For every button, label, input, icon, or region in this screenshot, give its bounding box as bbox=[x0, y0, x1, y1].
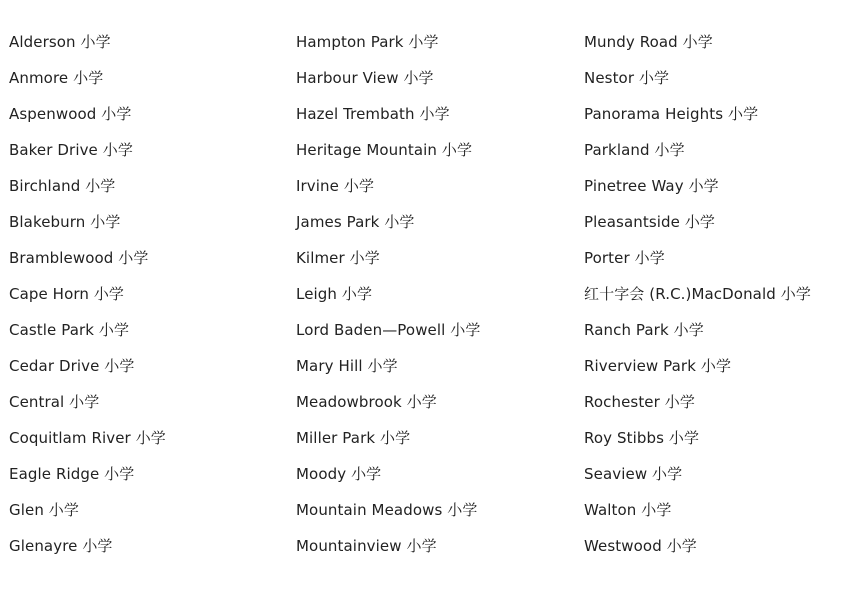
school-column-2 bbox=[296, 30, 566, 570]
school-column-1 bbox=[9, 30, 279, 570]
school-name: Cedar Drive 小学 bbox=[9, 357, 135, 375]
school-name: Panorama Heights 小学 bbox=[584, 105, 759, 123]
school-name: Seaview 小学 bbox=[584, 465, 683, 483]
school-name: Riverview Park 小学 bbox=[584, 357, 732, 375]
school-name: Mountainview 小学 bbox=[296, 537, 437, 555]
school-name: Bramblewood 小学 bbox=[9, 249, 149, 267]
school-name: Mountain Meadows 小学 bbox=[296, 501, 478, 519]
school-name: Walton 小学 bbox=[584, 501, 672, 519]
school-name: Glenayre 小学 bbox=[9, 537, 113, 555]
school-name: Central 小学 bbox=[9, 393, 100, 411]
school-name: Anmore 小学 bbox=[9, 69, 104, 87]
school-name: Ranch Park 小学 bbox=[584, 321, 704, 339]
school-name: Meadowbrook 小学 bbox=[296, 393, 437, 411]
school-name: Parkland 小学 bbox=[584, 141, 685, 159]
school-name: Porter 小学 bbox=[584, 249, 665, 267]
school-name: Moody 小学 bbox=[296, 465, 382, 483]
school-name: Pleasantside 小学 bbox=[584, 213, 716, 231]
school-name: Heritage Mountain 小学 bbox=[296, 141, 473, 159]
school-name: Irvine 小学 bbox=[296, 177, 375, 195]
school-name: Coquitlam River 小学 bbox=[9, 429, 166, 447]
school-name: Roy Stibbs 小学 bbox=[584, 429, 700, 447]
school-name: Hazel Trembath 小学 bbox=[296, 105, 450, 123]
school-name: Lord Baden—Powell 小学 bbox=[296, 321, 481, 339]
school-name: Alderson 小学 bbox=[9, 33, 111, 51]
school-name: Baker Drive 小学 bbox=[9, 141, 133, 159]
school-name: Eagle Ridge 小学 bbox=[9, 465, 135, 483]
school-name: Rochester 小学 bbox=[584, 393, 695, 411]
school-name: Castle Park 小学 bbox=[9, 321, 130, 339]
school-name: Westwood 小学 bbox=[584, 537, 697, 555]
school-name: Glen 小学 bbox=[9, 501, 79, 519]
school-name: Mary Hill 小学 bbox=[296, 357, 398, 375]
school-name: James Park 小学 bbox=[296, 213, 415, 231]
school-name: Harbour View 小学 bbox=[296, 69, 434, 87]
school-column-3 bbox=[584, 30, 859, 570]
school-name: Blakeburn 小学 bbox=[9, 213, 121, 231]
school-name: Nestor 小学 bbox=[584, 69, 670, 87]
school-name: Kilmer 小学 bbox=[296, 249, 380, 267]
school-name: Birchland 小学 bbox=[9, 177, 116, 195]
school-name: Miller Park 小学 bbox=[296, 429, 411, 447]
school-name: Leigh 小学 bbox=[296, 285, 373, 303]
school-name: Aspenwood 小学 bbox=[9, 105, 132, 123]
school-name: Mundy Road 小学 bbox=[584, 33, 713, 51]
school-name: Hampton Park 小学 bbox=[296, 33, 439, 51]
school-name: Pinetree Way 小学 bbox=[584, 177, 719, 195]
school-name: 红十字会 (R.C.)MacDonald 小学 bbox=[584, 285, 811, 303]
school-name: Cape Horn 小学 bbox=[9, 285, 125, 303]
